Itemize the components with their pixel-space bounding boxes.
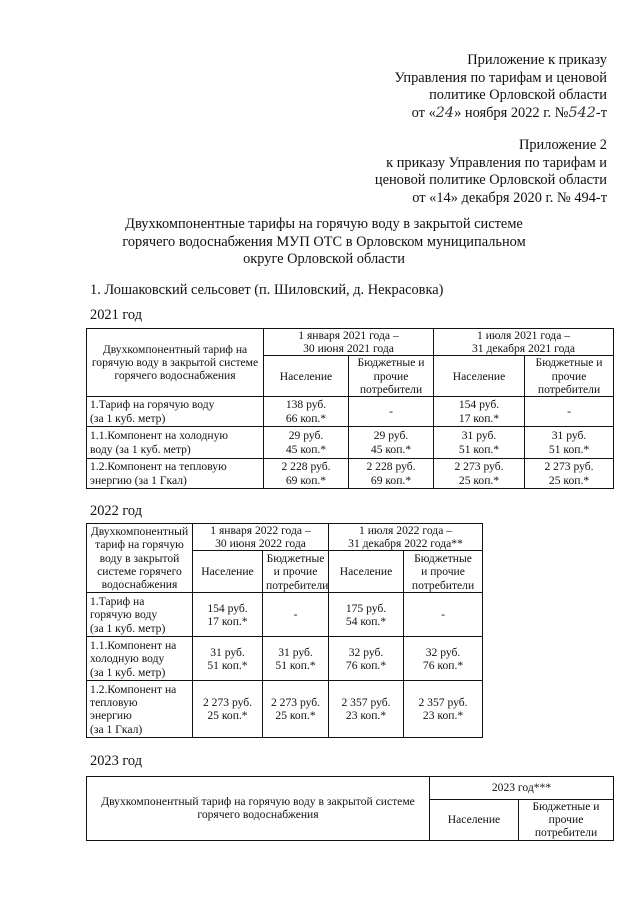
value-cell: - [525,397,614,427]
row-label: 1.1.Компонент на холодную воду (за 1 куб. метр) [87,427,264,459]
header-line: от «14» декабря 2020 г. № 494-т [412,189,607,206]
period-2-header: 1 июля 2022 года – 31 декабря 2022 года** [329,524,483,551]
budget-header: Бюджетные и прочие потребители [404,551,483,593]
value-cell: 2 273 руб. 25 коп.* [193,681,263,738]
value-cell: 2 228 руб. 69 коп.* [349,459,434,489]
row-label: 1.2.Компонент на тепловую энергию (за 1 Гкал) [87,681,193,738]
year-label-2023: 2023 год [90,753,143,769]
table-row [87,681,483,738]
value-cell: 29 руб. 45 коп.* [349,427,434,459]
tariff-table-2022 [86,523,483,738]
order-date-line: от «24» ноября 2022 г. №542-т [411,104,607,121]
document-title: Двухкомпонентные тарифы на горячую воду в закрытой системе горячего водоснабжения МУП ОТС в Орловском муниципальном округе Орловской области [122,216,526,267]
period-header: 2023 год*** [430,777,614,800]
value-cell: 32 руб. 76 коп.* [329,637,404,681]
value-cell: 31 руб. 51 коп.* [434,427,525,459]
period-1-header: 1 января 2022 года – 30 июня 2022 года [193,524,329,551]
value-cell: 154 руб. 17 коп.* [193,593,263,637]
handwritten-order-number: 542 [568,104,596,121]
year-label-2021: 2021 год [90,307,143,323]
header-line: Приложение к приказу [467,52,607,68]
value-cell: - [263,593,329,637]
budget-header: Бюджетные и прочие потребители [263,551,329,593]
header-line: политике Орловской области [429,87,607,104]
table-row [87,427,614,459]
value-cell: 2 273 руб. 25 коп.* [525,459,614,489]
value-cell: - [349,397,434,427]
table-row [87,459,614,489]
value-cell: 154 руб. 17 коп.* [434,397,525,427]
period-2-header: 1 июля 2021 года – 31 декабря 2021 года [434,329,614,356]
header-line: к приказу Управления по тарифам и [386,154,607,171]
header-line: ценовой политике Орловской области [374,172,607,189]
value-cell: 31 руб. 51 коп.* [193,637,263,681]
value-cell: 31 руб. 51 коп.* [525,427,614,459]
value-cell: 2 273 руб. 25 коп.* [434,459,525,489]
population-header: Население [434,356,525,397]
row-label: 1.Тариф на горячую воду (за 1 куб. метр) [87,397,264,427]
attachment-header [394,52,607,122]
budget-header: Бюджетные и прочие потребители [525,356,614,397]
value-cell: 2 357 руб. 23 коп.* [329,681,404,738]
tariff-table-2021 [86,328,614,489]
value-cell: - [404,593,483,637]
value-cell: 2 273 руб. 25 коп.* [263,681,329,738]
table-row [87,397,614,427]
value-cell: 138 руб. 66 коп.* [264,397,349,427]
row-label: 1.1.Компонент на холодную воду (за 1 куб. метр) [87,637,193,681]
population-header: Население [264,356,349,397]
row-label: 1.Тариф на горячую воду (за 1 куб. метр) [87,593,193,637]
table-row [87,593,483,637]
year-label-2022: 2022 год [90,503,143,519]
table-row [87,637,483,681]
header-line: Управления по тарифам и ценовой [394,69,607,86]
attachment-2-header [375,137,607,207]
population-header: Население [329,551,404,593]
section-heading: 1. Лошаковский сельсовет (п. Шиловский, д. Некрасовка) [90,282,444,298]
tariff-table-2023 [86,776,614,841]
value-cell: 31 руб. 51 коп.* [263,637,329,681]
value-cell: 2 228 руб. 69 коп.* [264,459,349,489]
value-cell: 32 руб. 76 коп.* [404,637,483,681]
table-head-label: Двухкомпонентный тариф на горячую воду в закрытой системе горячего водоснабжения [87,329,264,397]
value-cell: 29 руб. 45 коп.* [264,427,349,459]
budget-header: Бюджетные и прочие потребители [519,800,614,841]
value-cell: 2 357 руб. 23 коп.* [404,681,483,738]
population-header: Население [430,800,519,841]
value-cell: 175 руб. 54 коп.* [329,593,404,637]
table-head-label: Двухкомпонентный тариф на горячую воду в закрытой системе горячего водоснабжения [87,777,430,841]
period-1-header: 1 января 2021 года – 30 июня 2021 года [264,329,434,356]
population-header: Население [193,551,263,593]
handwritten-day: 24 [435,104,455,121]
table-head-label: Двухкомпонентный тариф на горячую воду в закрытой системе горячего водоснабжения [87,524,193,593]
row-label: 1.2.Компонент на тепловую энергию (за 1 Гкал) [87,459,264,489]
header-line: Приложение 2 [518,137,607,153]
budget-header: Бюджетные и прочие потребители [349,356,434,397]
